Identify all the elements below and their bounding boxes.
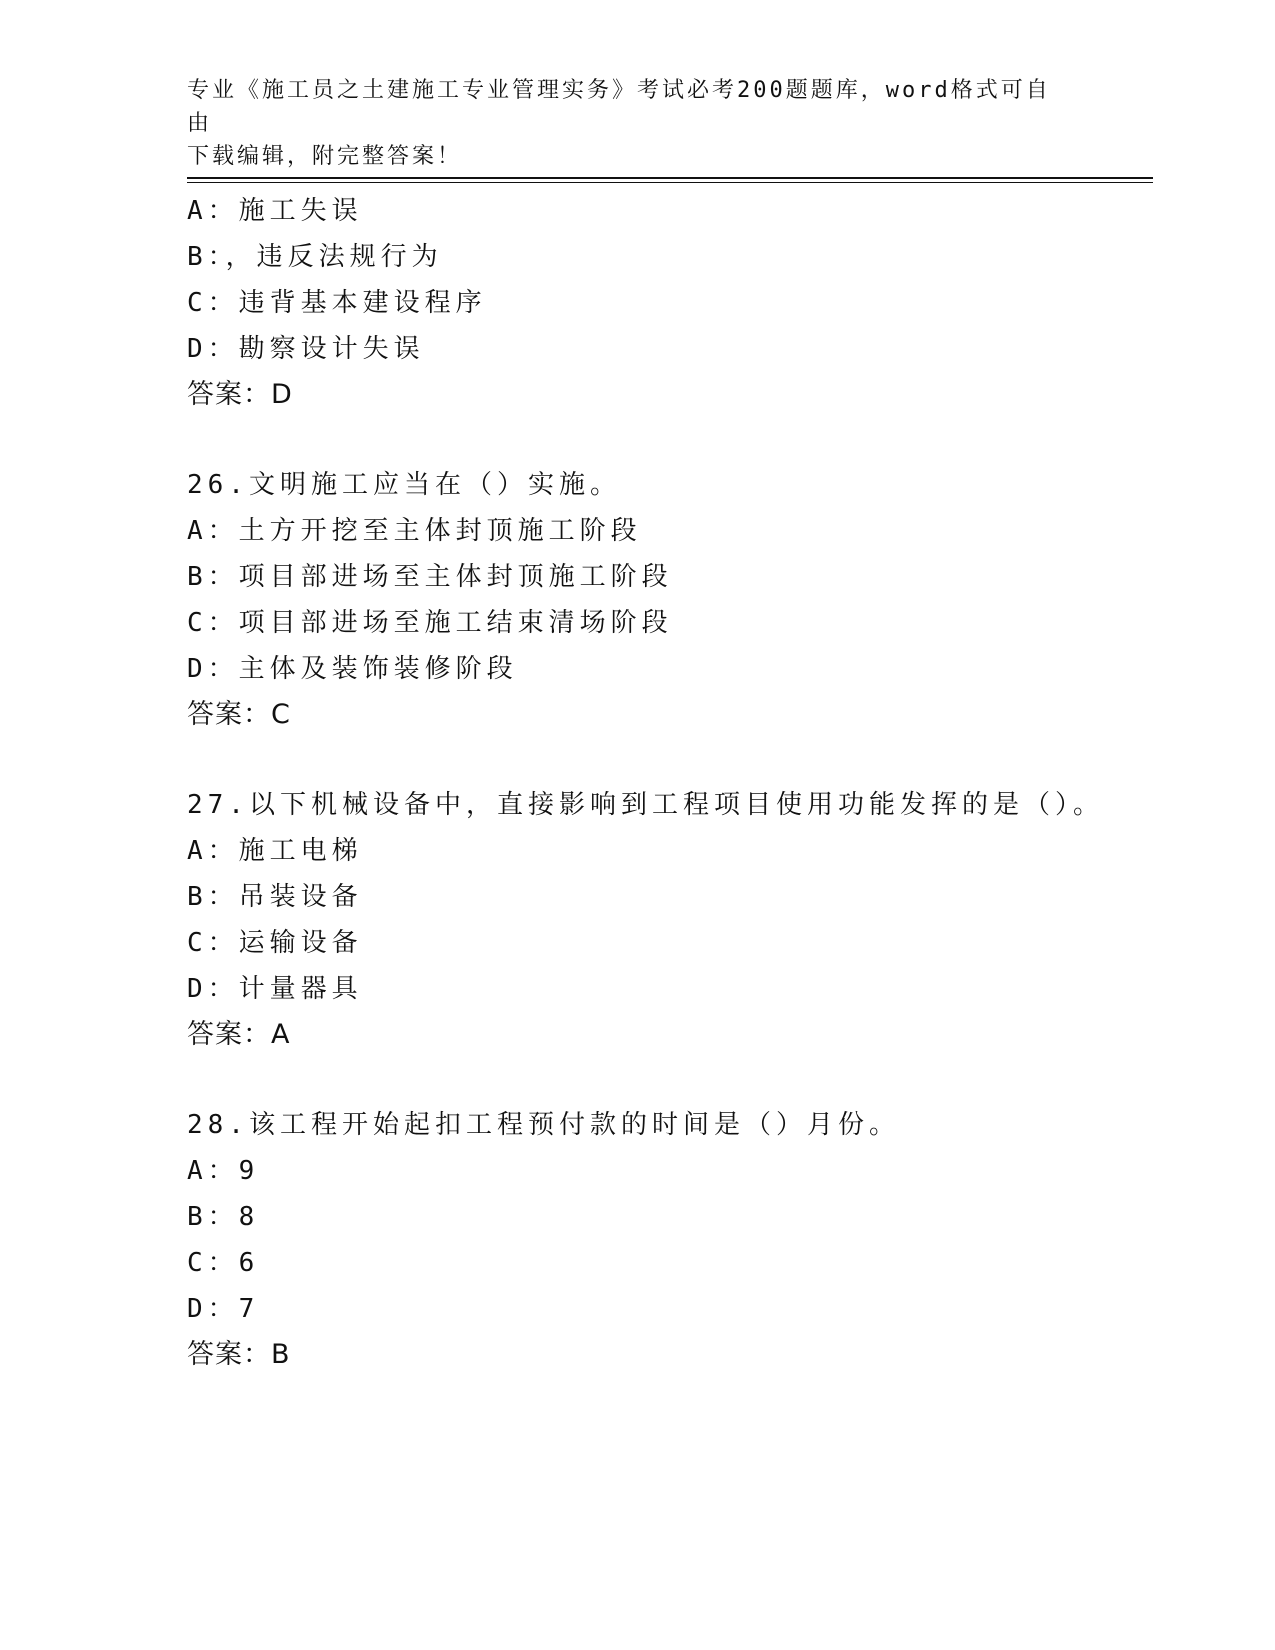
answer: 答案：C (187, 699, 291, 730)
question-spacer (187, 418, 1147, 462)
question-26 (187, 462, 1147, 738)
answer: 答案：A (187, 1019, 291, 1050)
header-divider-thick (187, 177, 1153, 179)
document-header (187, 74, 1067, 173)
question-text: 28.该工程开始起扣工程预付款的时间是（）月份。 (187, 1110, 900, 1140)
option-b: B：项目部进场至主体封顶施工阶段 (187, 562, 673, 592)
question-28 (187, 1102, 1147, 1378)
option-a: A：土方开挖至主体封顶施工阶段 (187, 516, 642, 546)
question-text: 27.以下机械设备中，直接影响到工程项目使用功能发挥的是（）。 (187, 790, 1104, 820)
option-a: A：9 (187, 1156, 260, 1186)
option-d: D：勘察设计失误 (187, 334, 425, 364)
option-c: C：项目部进场至施工结束清场阶段 (187, 608, 673, 638)
question-25-continued (187, 188, 1147, 418)
header-line-1: 专业《施工员之土建施工专业管理实务》考试必考200题题库，word格式可自由 (187, 78, 1051, 136)
option-b: B：8 (187, 1202, 260, 1232)
option-a: A：施工失误 (187, 196, 363, 226)
header-divider-thin (187, 182, 1153, 183)
option-d: D：主体及装饰装修阶段 (187, 654, 518, 684)
question-27 (187, 782, 1147, 1058)
option-d: D：计量器具 (187, 974, 363, 1004)
question-text: 26.文明施工应当在（）实施。 (187, 470, 621, 500)
option-d: D：7 (187, 1294, 260, 1324)
question-list (187, 188, 1147, 1378)
question-spacer (187, 738, 1147, 782)
question-spacer (187, 1058, 1147, 1102)
answer: 答案：D (187, 379, 293, 410)
answer: 答案：B (187, 1339, 291, 1370)
option-c: C：运输设备 (187, 928, 363, 958)
option-a: A：施工电梯 (187, 836, 363, 866)
option-c: C：6 (187, 1248, 260, 1278)
option-c: C：违背基本建设程序 (187, 288, 487, 318)
header-line-2: 下载编辑，附完整答案！ (187, 144, 463, 169)
option-b: B：吊装设备 (187, 882, 363, 912)
option-b: B：，违反法规行为 (187, 242, 443, 272)
